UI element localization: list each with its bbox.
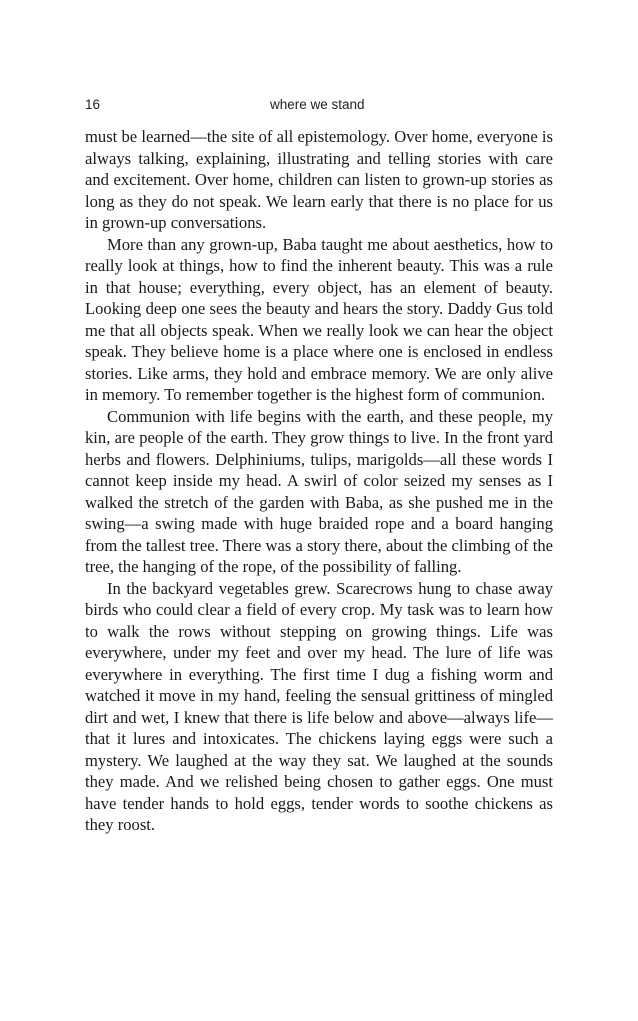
paragraph-communion: Communion with life begins with the earth, and these people, my kin, are people of the earth. They grow things to live. In the front yard herbs and flowers. Delphiniums, tulips, marigolds—all these words I cannot keep inside my head. A swirl of color seized my senses as I walked the stretch of the garden with Baba, as she pushed me in the swing—a swing made with huge braided rope and a board hanging from the tallest tree. There was a story there, about the climbing of the tree, the hanging of the rope, of the possibility of falling. [85, 406, 553, 576]
body-text [85, 126, 553, 836]
paragraph-continued: must be learned—the site of all epistemology. Over home, everyone is always talking, explaining, illustrating and telling stories with care and excitement. Over home, children can listen to grown-up stories as long as they do not speak. We learn early that there is no place for us in grown-up conversations. [85, 127, 553, 232]
paragraph-backyard: In the backyard vegetables grew. Scarecrows hung to chase away birds who could clear a field of every crop. My task was to learn how to walk the rows without stepping on growing things. Life was everywhere, under my feet and over my head. The lure of life was everywhere in everything. The first time I dug a fishing worm and watched it move in my hand, feeling the sensual grittiness of mingled dirt and wet, I knew that there is life below and above—always life—that it lures and intoxicates. The chickens laying eggs were such a mystery. We laughed at the way they sat. We laughed at the sounds they made. And we relished being chosen to gather eggs. One must have tender hands to hold eggs, tender words to soothe chickens as they roost. [85, 578, 553, 834]
page-number: 16 [85, 97, 101, 112]
running-title: where we stand [270, 97, 365, 112]
running-header [85, 97, 553, 117]
paragraph-aesthetics: More than any grown-up, Baba taught me about aesthetics, how to really look at things, how to find the inherent beauty. This was a rule in that house; everything, every object, has an element of beauty. Looking deep one sees the beauty and hears the story. Daddy Gus told me that all objects speak. When we really look we can hear the object speak. They believe home is a place where one is enclosed in endless stories. Like arms, they hold and embrace memory. We are only alive in memory. To remember together is the highest form of communion. [85, 234, 553, 404]
